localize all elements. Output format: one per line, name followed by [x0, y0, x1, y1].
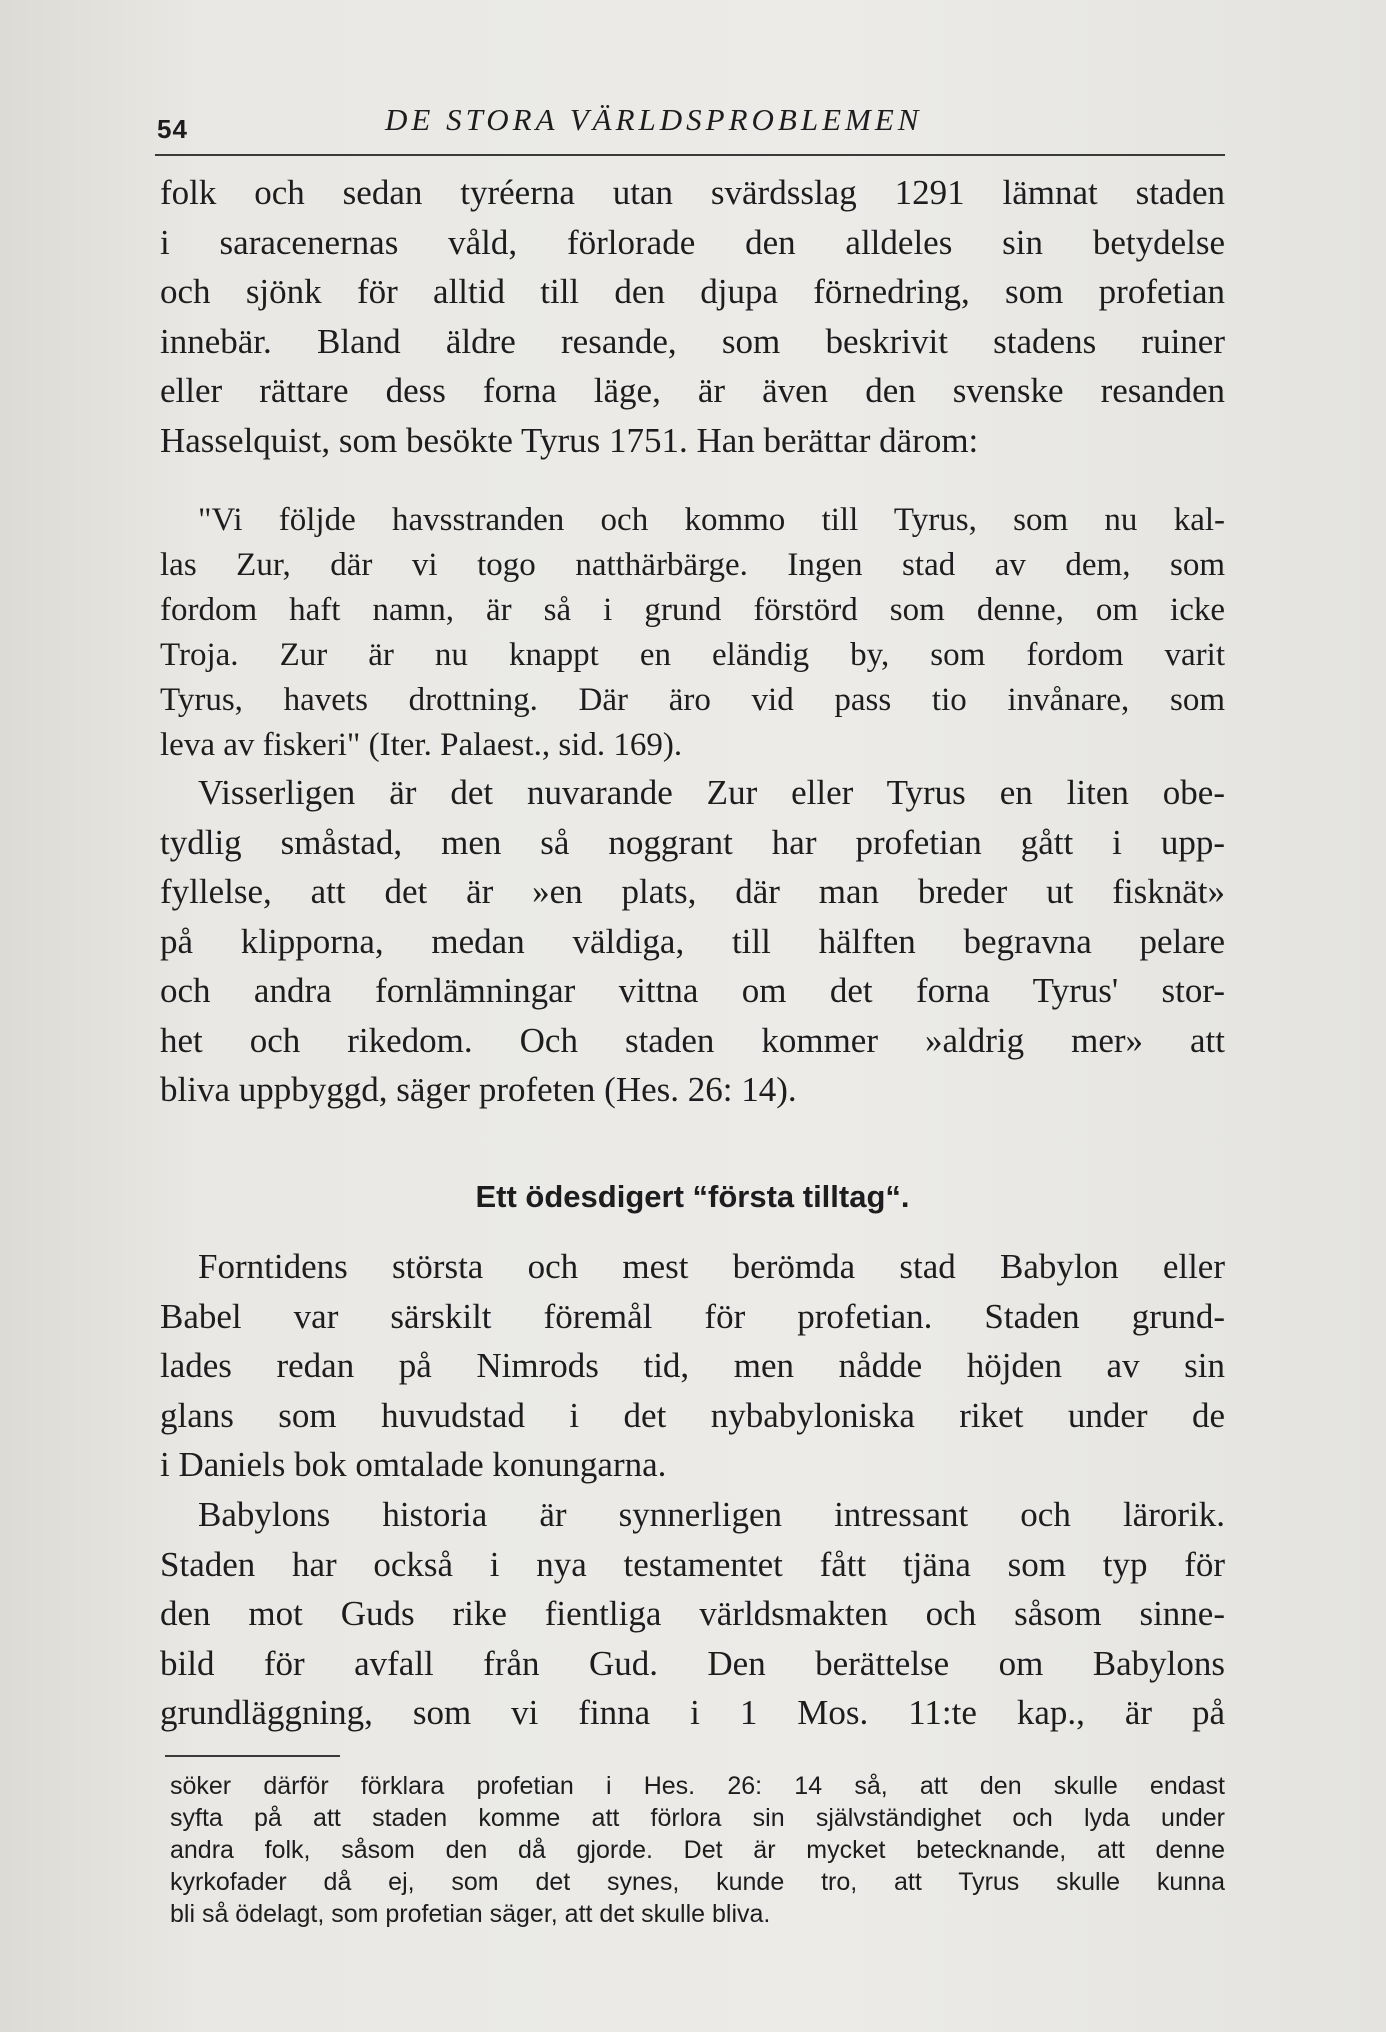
footnote-line: syfta på att staden komme att förlora sin självständighet och lyda under	[170, 1804, 1225, 1832]
paragraph-babylon-intro	[160, 1242, 1225, 1490]
footnote	[170, 1770, 1225, 1930]
text-line: Forntidens största och mest berömda stad Babylon eller	[198, 1247, 1225, 1286]
text-line: lades redan på Nimrods tid, men nådde höjden av sin	[160, 1346, 1225, 1385]
text-line: innebär. Bland äldre resande, som beskrivit stadens ruiner	[160, 321, 1225, 361]
page-number: 54	[157, 114, 188, 144]
text-line: fyllelse, att det är »en plats, där man breder ut fisknät»	[160, 872, 1225, 911]
paragraph-babylon-history	[160, 1490, 1225, 1738]
footnote-line: söker därför förklara profetian i Hes. 26: 14 så, att den skulle endast	[170, 1772, 1225, 1800]
running-title: DE STORA VÄRLDSPROBLEMEN	[385, 102, 923, 137]
text-line: på klipporna, medan väldiga, till hälften begravna pelare	[160, 921, 1225, 961]
paragraph-tyrus-decline	[160, 168, 1225, 465]
text-line: den mot Guds rike fientliga världsmakten och såsom sinne-	[160, 1594, 1225, 1633]
footnote-line: bli så ödelagt, som profetian säger, att det skulle bliva.	[170, 1900, 771, 1928]
text-line: las Zur, där vi togo natthärbärge. Ingen stad av dem, som	[160, 547, 1225, 583]
text-line: Babel var särskilt föremål för profetian. Staden grund-	[160, 1296, 1225, 1336]
footnote-rule	[165, 1755, 340, 1757]
text-line: bild för avfall från Gud. Den berättelse om Babylons	[160, 1643, 1225, 1683]
text-line: Hasselquist, som besökte Tyrus 1751. Han berättar därom:	[160, 420, 979, 460]
text-line: och sjönk för alltid till den djupa förnedring, som profetian	[160, 272, 1225, 311]
text-line: i Daniels bok omtalade konungarna.	[160, 1445, 667, 1484]
section-heading: Ett ödesdigert “första tilltag“.	[475, 1179, 910, 1214]
text-line: glans som huvudstad i det nybabyloniska riket under de	[160, 1395, 1225, 1435]
footnote-line: kyrkofader då ej, som det synes, kunde tro, att Tyrus skulle kunna	[170, 1868, 1225, 1896]
text-line: fordom haft namn, är så i grund förstörd som denne, om icke	[160, 592, 1225, 628]
paragraph-zur-today	[160, 768, 1225, 1115]
header-rule	[155, 154, 1225, 156]
text-line: leva av fiskeri" (Iter. Palaest., sid. 169).	[160, 727, 683, 763]
text-line: Babylons historia är synnerligen intressant och lärorik.	[198, 1495, 1225, 1534]
text-line: folk och sedan tyréerna utan svärdsslag 1291 lämnat staden	[160, 173, 1225, 212]
text-line: het och rikedom. Och staden kommer »aldrig mer» att	[160, 1020, 1225, 1060]
text-line: och andra fornlämningar vittna om det forna Tyrus' stor-	[160, 971, 1225, 1010]
text-line: Troja. Zur är nu knappt en eländig by, som fordom varit	[160, 637, 1225, 673]
text-line: bliva uppbyggd, säger profeten (Hes. 26: 14).	[160, 1070, 797, 1109]
quote-hasselquist	[160, 498, 1225, 768]
text-line: tydlig småstad, men så noggrant har profetian gått i upp-	[160, 822, 1225, 862]
text-line: Visserligen är det nuvarande Zur eller Tyrus en liten obe-	[198, 773, 1225, 812]
text-line: grundläggning, som vi finna i 1 Mos. 11:te kap., är på	[160, 1693, 1225, 1732]
text-line: i saracenernas våld, förlorade den alldeles sin betydelse	[160, 222, 1225, 262]
text-line: eller rättare dess forna läge, är även den svenske resanden	[160, 371, 1225, 410]
text-line: "Vi följde havsstranden och kommo till Tyrus, som nu kal-	[198, 502, 1225, 538]
page-header	[155, 96, 1225, 152]
footnote-line: andra folk, såsom den då gjorde. Det är mycket betecknande, att denne	[170, 1836, 1225, 1864]
text-line: Staden har också i nya testamentet fått tjäna som typ för	[160, 1544, 1225, 1584]
text-line: Tyrus, havets drottning. Där äro vid pass tio invånare, som	[160, 682, 1225, 718]
